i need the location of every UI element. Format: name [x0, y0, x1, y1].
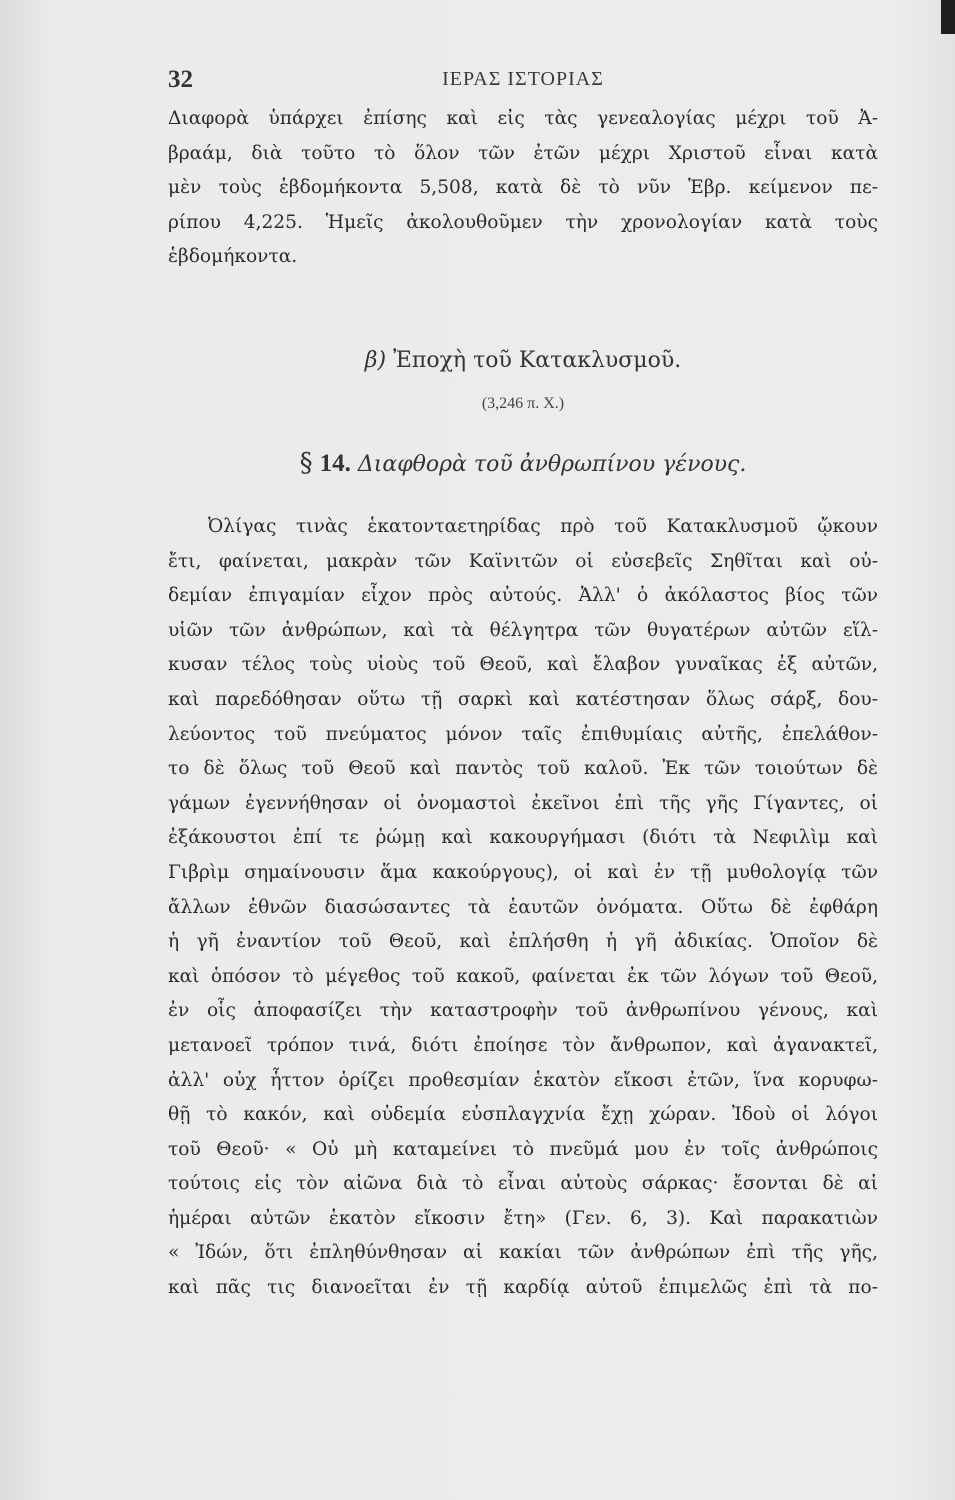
- text-line: ρίπου 4,225. Ἡμεῖς ἀκολουθοῦμεν τὴν χρονολογίαν κατὰ τοὺς: [168, 211, 878, 233]
- page-number: 32: [168, 66, 193, 93]
- text-line: μετανοεῖ τρόπον τινά, διότι ἐποίησε τὸν ἄνθρωπον, καὶ ἀγανακτεῖ,: [168, 1034, 878, 1056]
- text-line: γάμων ἐγεννήθησαν οἱ ὀνομαστοὶ ἐκεῖνοι ἐπὶ τῆς γῆς Γίγαντες, οἱ: [168, 792, 878, 814]
- text-line: υἱῶν τῶν ἀνθρώπων, καὶ τὰ θέλγητρα τῶν θυγατέρων αὐτῶν εἵλ-: [168, 619, 878, 641]
- text-line: Γιβρὶμ σημαίνουσιν ἅμα κακούργους), οἱ καὶ ἐν τῇ μυθολογίᾳ τῶν: [168, 861, 878, 883]
- text-line: καὶ παρεδόθησαν οὕτω τῇ σαρκὶ καὶ κατέστησαν ὅλως σάρξ, δου-: [168, 688, 878, 710]
- text-line: Διαφορὰ ὑπάρχει ἐπίσης καὶ εἰς τὰς γενεαλογίας μέχρι τοῦ Ἀ-: [168, 108, 878, 129]
- text-line: ἡμέραι αὐτῶν ἑκατὸν εἴκοσιν ἔτη» (Γεν. 6, 3). Καὶ παρακατιὼν: [168, 1207, 878, 1229]
- text-line: το δὲ ὅλως τοῦ Θεοῦ καὶ παντὸς τοῦ καλοῦ. Ἐκ τῶν τοιούτων δὲ: [168, 758, 878, 780]
- text-line: λεύοντος τοῦ πνεύματος μόνον ταῖς ἐπιθυμίαις αὐτῆς, ἐπελάθον-: [168, 723, 878, 745]
- section-sign: §: [299, 448, 313, 478]
- text-line: καὶ ὁπόσον τὸ μέγεθος τοῦ κακοῦ, φαίνεται ἐκ τῶν λόγων τοῦ Θεοῦ,: [168, 965, 878, 987]
- text-line: ἐν οἷς ἀποφασίζει τὴν καταστροφὴν τοῦ ἀνθρωπίνου γένους, καὶ: [168, 1000, 878, 1022]
- text-line: θῇ τὸ κακόν, καὶ οὐδεμία εὐσπλαγχνία ἔχῃ χώραν. Ἰδοὺ οἱ λόγοι: [168, 1104, 878, 1126]
- text-line: « Ἰδών, ὅτι ἐπληθύνθησαν αἱ κακίαι τῶν ἀνθρώπων ἐπὶ τῆς γῆς,: [168, 1242, 878, 1264]
- text-line: μὲν τοὺς ἑβδομήκοντα 5,508, κατὰ δὲ τὸ νῦν Ἑβρ. κείμενον πε-: [168, 177, 878, 199]
- era-date: (3,246 π. Χ.): [481, 395, 565, 412]
- section-title: Διαφθορὰ τοῦ ἀνθρωπίνου γένους.: [357, 452, 747, 477]
- text-line: ἄλλων ἐθνῶν διασώσαντες τὰ ἑαυτῶν ὀνόματα. Οὕτω δὲ ἐφθάρη: [168, 896, 878, 918]
- page-header: [168, 66, 878, 96]
- text-line: καὶ πᾶς τις διανοεῖται ἐν τῇ καρδίᾳ αὐτοῦ ἐπιμελῶς ἐπὶ τὰ πο-: [168, 1277, 878, 1299]
- intro-paragraph: [168, 102, 878, 275]
- text-line: δεμίαν ἐπιγαμίαν εἶχον πρὸς αὐτούς. Ἀλλ' ὁ ἀκόλαστος βίος τῶν: [168, 585, 878, 607]
- text-line: ἔτι, φαίνεται, μακρὰν τῶν Καϊνιτῶν οἱ εὐσεβεῖς Σηθῖται καὶ οὐ-: [168, 550, 878, 572]
- text-line: κυσαν τέλος τοὺς υἱοὺς τοῦ Θεοῦ, καὶ ἔλαβον γυναῖκας ἐξ αὐτῶν,: [168, 654, 878, 676]
- text-line: τοῦ Θεοῦ· « Οὐ μὴ καταμείνει τὸ πνεῦμά μου ἐν τοῖς ἀνθρώποις: [168, 1138, 878, 1160]
- section-heading: [168, 448, 878, 478]
- scan-corner-mark: [941, 0, 955, 34]
- era-heading-title: Ἐποχὴ τοῦ Κατακλυσμοῦ.: [393, 348, 682, 373]
- text-line: ἑβδομήκοντα.: [168, 246, 298, 268]
- era-heading: [168, 348, 878, 373]
- text-line: ἡ γῆ ἐναντίον τοῦ Θεοῦ, καὶ ἐπλήσθη ἡ γῆ ἀδικίας. Ὁποῖον δὲ: [168, 931, 878, 953]
- text-line: ἐξάκουστοι ἐπί τε ῥώμῃ καὶ κακουργήμασι (διότι τὰ Νεφιλὶμ καὶ: [168, 827, 878, 849]
- text-line: Ὀλίγας τινὰς ἑκατονταετηρίδας πρὸ τοῦ Κατακλυσμοῦ ᾤκουν: [208, 516, 878, 537]
- body-paragraph: [168, 510, 878, 1306]
- era-heading-number: β): [364, 348, 387, 373]
- text-line: βραάμ, διὰ τοῦτο τὸ ὅλον τῶν ἐτῶν μέχρι Χριστοῦ εἶναι κατὰ: [168, 142, 878, 164]
- section-number: 14.: [319, 450, 351, 477]
- text-line: τούτοις εἰς τὸν αἰῶνα διὰ τὸ εἶναι αὐτοὺς σάρκας· ἔσονται δὲ αἱ: [168, 1173, 878, 1195]
- text-line: ἀλλ' οὐχ ἧττον ὁρίζει προθεσμίαν ἑκατὸν εἴκοσι ἐτῶν, ἵνα κορυφω-: [168, 1069, 878, 1091]
- running-head: ΙΕΡΑΣ ΙΣΤΟΡΙΑΣ: [442, 68, 604, 90]
